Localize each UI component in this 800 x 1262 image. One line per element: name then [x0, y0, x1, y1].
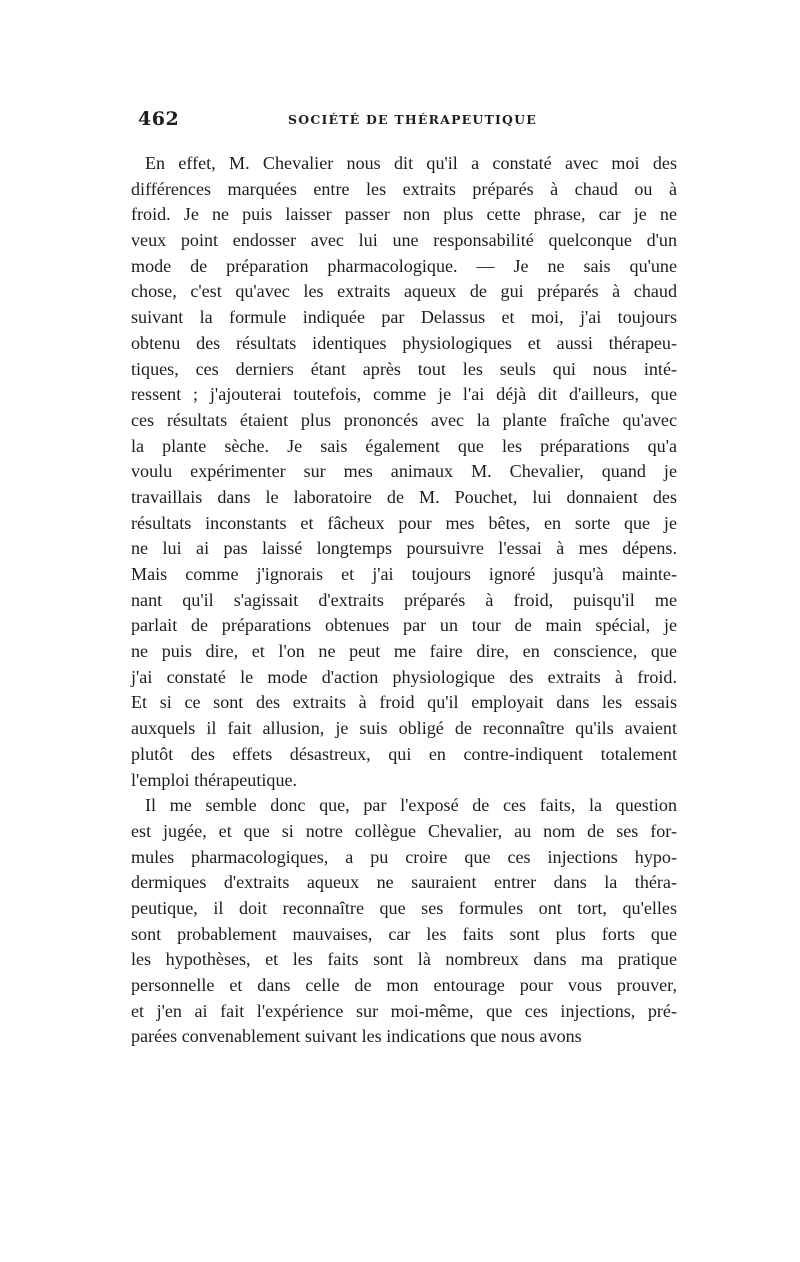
- text-line: travaillais dans le laboratoire de M. Pouchet, lui donnaient des: [131, 486, 677, 507]
- text-line: froid. Je ne puis laisser passer non plus cette phrase, car je ne: [131, 204, 677, 225]
- text-line: Mais comme j'ignorais et j'ai toujours ignoré jusqu'à mainte-: [131, 564, 677, 584]
- text-line: la plante sèche. Je sais également que les préparations qu'a: [131, 435, 677, 456]
- text-line: est jugée, et que si notre collègue Chevalier, au nom de ses for-: [131, 820, 677, 841]
- page-header: [138, 108, 676, 134]
- running-title: SOCIÉTÉ DE THÉRAPEUTIQUE: [288, 112, 537, 127]
- page-number: 462: [138, 108, 180, 130]
- text-line: résultats inconstants et fâcheux pour mes bêtes, en sorte que je: [131, 512, 677, 533]
- body-text: [131, 151, 677, 1050]
- text-line: personnelle et dans celle de mon entourage pour vous prouver,: [131, 975, 677, 995]
- text-line: dermiques d'extraits aqueux ne sauraient entrer dans la théra-: [131, 872, 677, 893]
- text-line: ressent ; j'ajouterai toutefois, comme je l'ai déjà dit d'ailleurs, que: [131, 384, 677, 405]
- text-line: mode de préparation pharmacologique. — Je ne sais qu'une: [131, 255, 677, 276]
- text-line: j'ai constaté le mode d'action physiologique des extraits à froid.: [131, 666, 677, 687]
- text-line: ces résultats étaient plus prononcés avec la plante fraîche qu'avec: [131, 409, 677, 430]
- text-line: auxquels il fait allusion, je suis obligé de reconnaître qu'ils avaient: [131, 718, 677, 739]
- text-line: nant qu'il s'agissait d'extraits préparés à froid, puisqu'il me: [131, 589, 677, 610]
- paragraph-1: [131, 151, 677, 793]
- text-line: chose, c'est qu'avec les extraits aqueux de gui préparés à chaud: [131, 281, 677, 302]
- text-line: peutique, il doit reconnaître que ses formules ont tort, qu'elles: [131, 897, 677, 918]
- paragraph-2: [131, 793, 677, 1050]
- text-line: voulu expérimenter sur mes animaux M. Chevalier, quand je: [131, 461, 677, 482]
- text-line: En effet, M. Chevalier nous dit qu'il a constaté avec moi des: [145, 153, 677, 173]
- text-line: suivant la formule indiquée par Delassus et moi, j'ai toujours: [131, 307, 677, 328]
- text-line: Et si ce sont des extraits à froid qu'il employait dans les essais: [131, 692, 677, 713]
- text-line: les hypothèses, et les faits sont là nombreux dans ma pratique: [131, 949, 677, 970]
- text-line: l'emploi thérapeutique.: [131, 769, 298, 790]
- text-line: ne puis dire, et l'on ne peut me faire dire, en conscience, que: [131, 641, 677, 662]
- text-line: tiques, ces derniers étant après tout les seuls qui nous inté-: [131, 358, 677, 379]
- text-line: ne lui ai pas laissé longtemps poursuivre l'essai à mes dépens.: [131, 538, 677, 559]
- text-line: parées convenablement suivant les indications que nous avons: [131, 1026, 582, 1047]
- text-line: et j'en ai fait l'expérience sur moi-même, que ces injections, pré-: [131, 1000, 677, 1021]
- text-line: obtenu des résultats identiques physiologiques et aussi thérapeu-: [131, 332, 677, 353]
- text-line: Il me semble donc que, par l'exposé de ces faits, la question: [145, 795, 677, 816]
- text-line: plutôt des effets désastreux, qui en contre-indiquent totalement: [131, 743, 677, 764]
- text-line: différences marquées entre les extraits préparés à chaud ou à: [131, 178, 677, 199]
- text-line: veux point endosser avec lui une responsabilité quelconque d'un: [131, 230, 677, 251]
- text-line: mules pharmacologiques, a pu croire que ces injections hypo-: [131, 846, 677, 867]
- text-line: sont probablement mauvaises, car les faits sont plus forts que: [131, 923, 677, 944]
- text-line: parlait de préparations obtenues par un tour de main spécial, je: [131, 615, 677, 636]
